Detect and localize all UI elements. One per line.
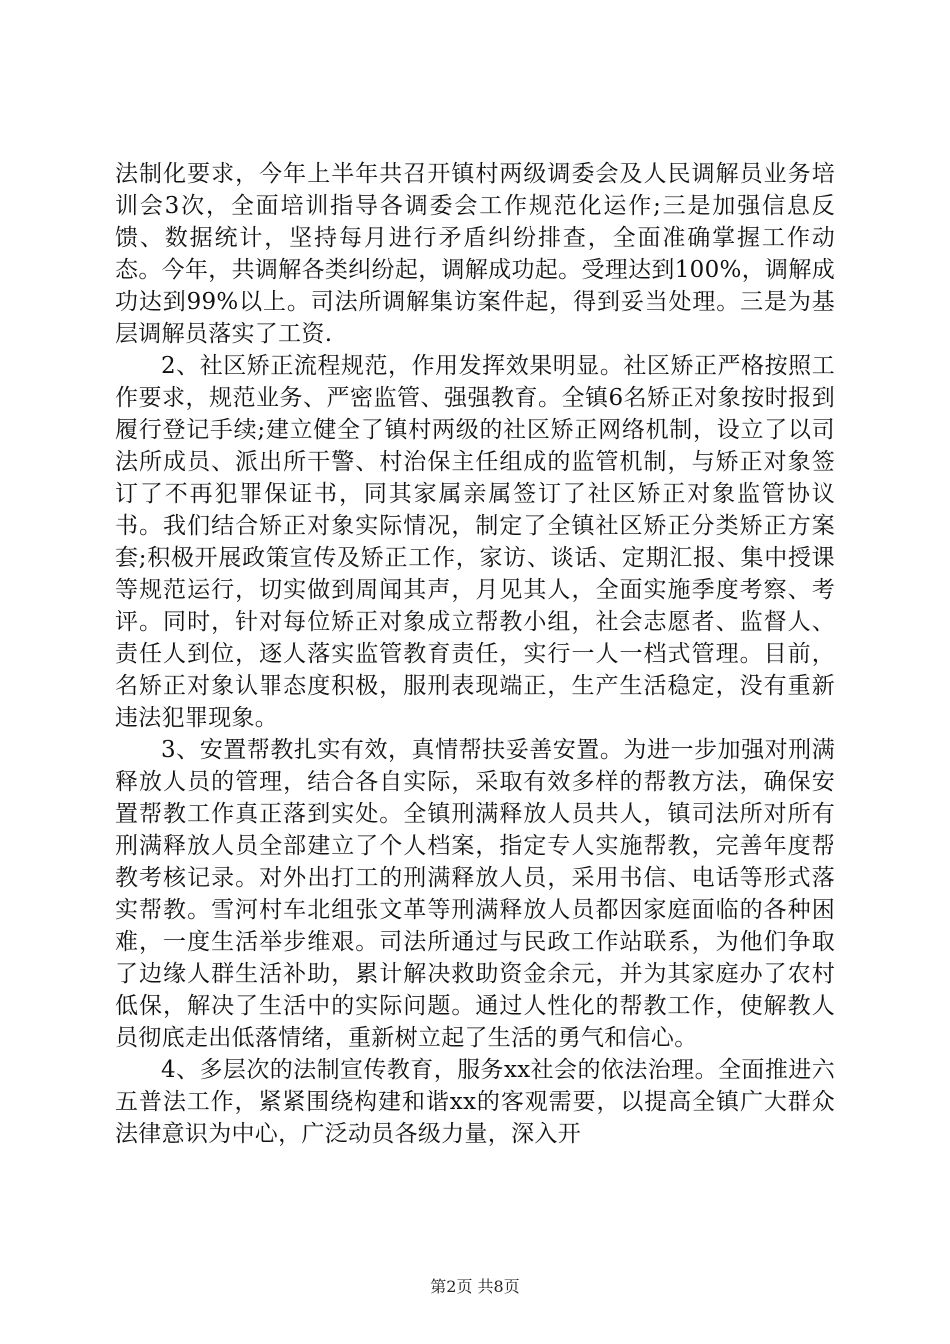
paragraph-4: 4、多层次的法制宣传教育，服务xx社会的依法治理。全面推进六五普法工作，紧紧围绕构建和谐xx的客观需要，以提高全镇广大群众法律意识为中心，广泛动员各级力量，深入开 bbox=[115, 1057, 835, 1147]
page-footer: 第2页 共8页 bbox=[430, 1277, 520, 1296]
paragraph-3: 3、安置帮教扎实有效，真情帮扶妥善安置。为进一步加强对刑满释放人员的管理，结合各自实际，采取有效多样的帮教方法，确保安置帮教工作真正落到实处。全镇刑满释放人员共人，镇司法所对所有刑满释放人员全部建立了个人档案，指定专人实施帮教，完善年度帮教考核记录。对外出打工的刑满释放人员，采用书信、电话等形式落实帮教。雪河村车北组张文革等刑满释放人员都因家庭面临的各种困难，一度生活举步维艰。司法所通过与民政工作站联系，为他们争取了边缘人群生活补助，累计解决救助资金余元，并为其家庭办了农村低保，解决了生活中的实际问题。通过人性化的帮教工作，使解教人员彻底走出低落情绪，重新树立起了生活的勇气和信心。 bbox=[115, 737, 835, 1051]
paragraph-2: 2、社区矫正流程规范，作用发挥效果明显。社区矫正严格按照工作要求，规范业务、严密监管、强强教育。全镇6名矫正对象按时报到履行登记手续;建立健全了镇村两级的社区矫正网络机制，设立了以司法所成员、派出所干警、村治保主任组成的监管机制，与矫正对象签订了不再犯罪保证书，同其家属亲属签订了社区矫正对象监管协议书。我们结合矫正对象实际情况，制定了全镇社区矫正分类矫正方案套;积极开展政策宣传及矫正工作，家访、谈话、定期汇报、集中授课等规范运行，切实做到周闻其声，月见其人，全面实施季度考察、考评。同时，针对每位矫正对象成立帮教小组，社会志愿者、监督人、责任人到位，逐人落实监管教育责任，实行一人一档式管理。目前，名矫正对象认罪态度积极，服刑表现端正，生产生活稳定，没有重新违法犯罪现象。 bbox=[115, 353, 835, 731]
paragraph-1: 法制化要求，今年上半年共召开镇村两级调委会及人民调解员业务培训会3次，全面培训指导各调委会工作规范化运作;三是加强信息反馈、数据统计，坚持每月进行矛盾纠纷排查，全面准确掌握工作动态。今年，共调解各类纠纷起，调解成功起。受理达到100%，调解成功达到99%以上。司法所调解集访案件起，得到妥当处理。三是为基层调解员落实了工资. bbox=[115, 161, 835, 347]
document-body bbox=[115, 158, 835, 1150]
